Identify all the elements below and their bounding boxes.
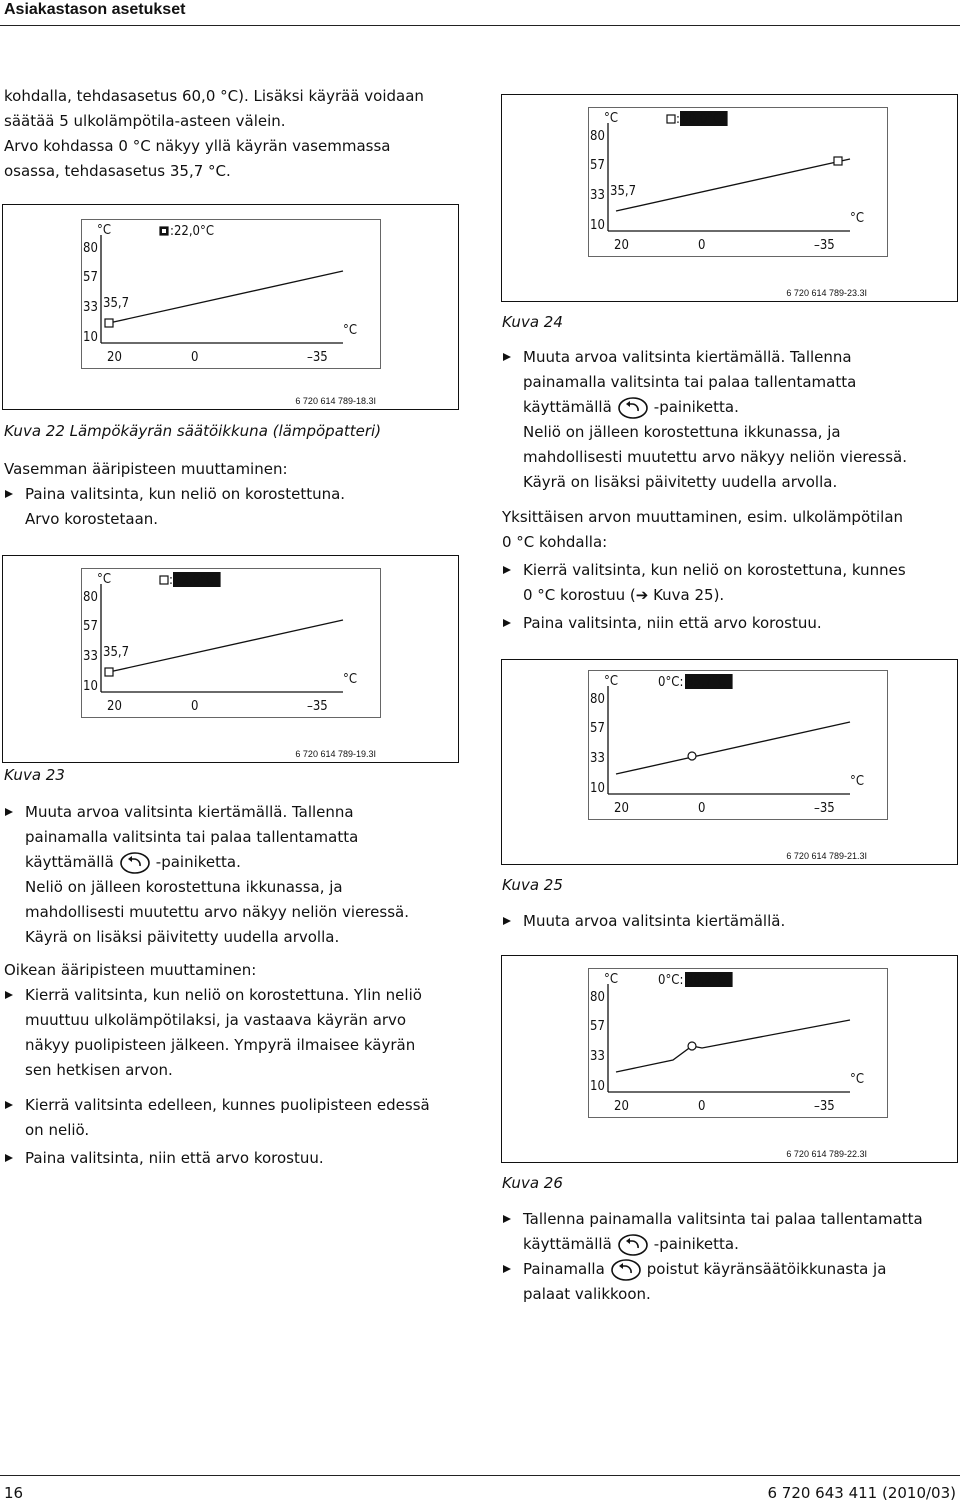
right-section-3	[502, 1207, 958, 1307]
lcd-border	[589, 969, 888, 1118]
intro-paragraph	[4, 84, 424, 184]
intro-line: kohdalla, tehdasasetus 60,0 °C). Lisäksi käyrää voidaan	[4, 87, 424, 105]
bullet-item: Muuta arvoa valitsinta kiertämällä. Tallenna painamalla valitsinta tai palaa tallentamatta käyttämällä -painiketta. Neliö on jälleen korostettuna ikkunassa, ja mahdollisesti muutettu arvo näkyy neliön vieressä. Käyrä on lisäksi päivitetty uudella arvolla.	[502, 345, 958, 495]
lcd-border	[589, 671, 888, 820]
lcd-border	[82, 569, 381, 718]
y-tick-label: 33	[83, 649, 98, 664]
y-tick-label: 80	[83, 590, 98, 605]
back-button-icon	[618, 397, 648, 419]
x-tick-label: 0	[698, 1099, 706, 1114]
current-point-circle-icon	[688, 1042, 696, 1050]
y-unit-label: °C	[604, 674, 619, 689]
lcd-screen	[588, 968, 888, 1118]
figure-code: 6 720 614 789-22.3I	[786, 1149, 867, 1159]
y-tick-label: 57	[590, 721, 605, 736]
x-unit-label: °C	[850, 1072, 865, 1087]
bullet-item: Paina valitsinta, niin että arvo korostuu.	[4, 1146, 474, 1171]
bullet-item: Kierrä valitsinta, kun neliö on korostettuna, kunnes 0 °C korostuu (➔ Kuva 25).	[502, 558, 958, 608]
x-tick-label: –35	[814, 1099, 835, 1114]
edit-square-icon	[667, 115, 675, 123]
header-value-highlighted: 35,7°C	[686, 675, 727, 690]
footer-rule	[0, 1475, 960, 1476]
lcd-border	[589, 108, 888, 257]
y-unit-label: °C	[97, 572, 112, 587]
paragraph: Yksittäisen arvon muuttaminen, esim. ulkolämpötilan	[502, 508, 904, 526]
y-tick-label: 80	[83, 241, 98, 256]
figure-25-caption: Kuva 25	[502, 876, 563, 894]
current-point-circle-icon	[688, 752, 696, 760]
header-rule	[0, 25, 960, 26]
x-tick-label: –35	[814, 801, 835, 816]
lcd-screen	[81, 219, 381, 369]
y-tick-label: 33	[590, 751, 605, 766]
x-tick-label: –35	[307, 350, 328, 365]
figure-code: 6 720 614 789-19.3I	[295, 749, 376, 759]
right-section-2	[502, 909, 958, 934]
back-button-icon	[618, 1234, 648, 1256]
x-tick-label: 0	[191, 699, 199, 714]
bullet-item: Kierrä valitsinta edelleen, kunnes puolipisteen edessä on neliö.	[4, 1093, 474, 1143]
x-tick-label: –35	[814, 238, 835, 253]
intro-line: säätää 5 ulkolämpötila-asteen välein.	[4, 112, 286, 130]
subheading: Vasemman ääripisteen muuttaminen:	[4, 460, 288, 478]
edit-square-icon-inner	[162, 229, 166, 233]
header-value: :22,0°C	[170, 224, 214, 239]
y-tick-label: 33	[83, 300, 98, 315]
right-section-1	[502, 345, 958, 636]
x-tick-label: 20	[614, 238, 629, 253]
y-tick-label: 10	[83, 679, 98, 694]
header-colon: :	[676, 112, 680, 127]
subheading: Oikean ääripisteen muuttaminen:	[4, 961, 257, 979]
lcd-display-25	[588, 670, 888, 820]
lcd-display-22	[81, 219, 381, 369]
figure-code: 6 720 614 789-21.3I	[786, 851, 867, 861]
y-tick-label: 80	[590, 692, 605, 707]
header-value-highlighted: 40,2°C	[686, 973, 727, 988]
lcd-display-24	[588, 107, 888, 257]
x-tick-label: 20	[614, 801, 629, 816]
y-tick-label: 10	[590, 781, 605, 796]
intro-line: Arvo kohdassa 0 °C näkyy yllä käyrän vasemmassa	[4, 137, 391, 155]
figure-26-frame	[501, 955, 958, 1163]
lcd-screen	[588, 670, 888, 820]
figure-code: 6 720 614 789-23.3I	[786, 288, 867, 298]
figure-22-caption: Kuva 22 Lämpökäyrän säätöikkuna (lämpöpatteri)	[4, 422, 382, 440]
x-tick-label: 0	[698, 238, 706, 253]
lcd-border	[82, 220, 381, 369]
header-prefix: 0°C:	[658, 973, 684, 988]
bullet-item: Muuta arvoa valitsinta kiertämällä.	[502, 909, 958, 934]
x-unit-label: °C	[850, 774, 865, 789]
header-value-highlighted: 22,0°C	[174, 573, 215, 588]
paragraph: 0 °C kohdalla:	[502, 533, 608, 551]
y-tick-label: 57	[590, 158, 605, 173]
edit-square-icon	[160, 576, 168, 584]
y-tick-label: 10	[590, 1079, 605, 1094]
lcd-screen	[588, 107, 888, 257]
edit-square-icon	[834, 157, 842, 165]
bullet-item: Kierrä valitsinta, kun neliö on korostettuna. Ylin neliö muuttuu ulkolämpötilaksi, ja vastaava käyrän arvo näkyy puolipisteen jälkeen. Ympyrä ilmaisee käyrän sen hetkisen arvon.	[4, 983, 474, 1083]
page-header	[0, 0, 960, 26]
y-unit-label: °C	[604, 111, 619, 126]
figure-25-frame	[501, 659, 958, 865]
x-tick-label: 20	[107, 699, 122, 714]
bullet-item: Paina valitsinta, kun neliö on korostettuna. Arvo korostetaan.	[4, 482, 474, 532]
x-tick-label: 20	[107, 350, 122, 365]
lcd-display-26	[588, 968, 888, 1118]
x-unit-label: °C	[343, 323, 358, 338]
back-button-icon	[611, 1259, 641, 1281]
x-tick-label: 0	[191, 350, 199, 365]
left-endpoint-value: 35,7	[103, 296, 130, 311]
y-tick-label: 10	[590, 218, 605, 233]
lcd-screen	[81, 568, 381, 718]
bullet-item: Paina valitsinta, niin että arvo korostuu.	[502, 611, 958, 636]
edit-square-icon	[105, 319, 113, 327]
figure-24-frame	[501, 94, 958, 302]
figure-26-caption: Kuva 26	[502, 1174, 563, 1192]
y-tick-label: 57	[83, 619, 98, 634]
left-section-3	[4, 958, 474, 1171]
y-unit-label: °C	[604, 972, 619, 987]
bullet-item: Painamalla poistut käyränsäätöikkunasta ja palaat valikkoon.	[502, 1257, 958, 1307]
bullet-item: Tallenna painamalla valitsinta tai palaa tallentamatta käyttämällä -painiketta.	[502, 1207, 958, 1257]
x-tick-label: 20	[614, 1099, 629, 1114]
section-title: Asiakastason asetukset	[4, 1, 186, 18]
y-tick-label: 80	[590, 990, 605, 1005]
y-tick-label: 33	[590, 1049, 605, 1064]
x-unit-label: °C	[850, 211, 865, 226]
header-colon: :	[169, 573, 173, 588]
x-unit-label: °C	[343, 672, 358, 687]
page-number: 16	[4, 1484, 24, 1502]
intro-line: osassa, tehdasasetus 35,7 °C.	[4, 162, 231, 180]
edit-square-icon	[105, 668, 113, 676]
left-endpoint-value: 35,7	[103, 645, 130, 660]
y-tick-label: 33	[590, 188, 605, 203]
left-section-1	[4, 457, 474, 532]
left-section-2	[4, 800, 474, 950]
figure-23-caption: Kuva 23	[4, 766, 65, 784]
bullet-item: Muuta arvoa valitsinta kiertämällä. Tallenna painamalla valitsinta tai palaa tallentamatta käyttämällä -painiketta. Neliö on jälleen korostettuna ikkunassa, ja mahdollisesti muutettu arvo näkyy neliön vieressä. Käyrä on lisäksi päivitetty uudella arvolla.	[4, 800, 474, 950]
y-tick-label: 57	[590, 1019, 605, 1034]
back-button-icon	[120, 852, 150, 874]
left-endpoint-value: 35,7	[610, 184, 637, 199]
figure-code: 6 720 614 789-18.3I	[295, 396, 376, 406]
x-tick-label: –35	[307, 699, 328, 714]
figure-24-caption: Kuva 24	[502, 313, 563, 331]
header-prefix: 0°C:	[658, 675, 684, 690]
y-unit-label: °C	[97, 223, 112, 238]
figure-22-frame	[2, 204, 459, 410]
document-number: 6 720 643 411 (2010/03)	[767, 1484, 956, 1502]
y-tick-label: 10	[83, 330, 98, 345]
y-tick-label: 80	[590, 129, 605, 144]
x-tick-label: 0	[698, 801, 706, 816]
header-value-highlighted: 60,0°C	[681, 112, 722, 127]
y-tick-label: 57	[83, 270, 98, 285]
lcd-display-23	[81, 568, 381, 718]
figure-23-frame	[2, 555, 459, 763]
